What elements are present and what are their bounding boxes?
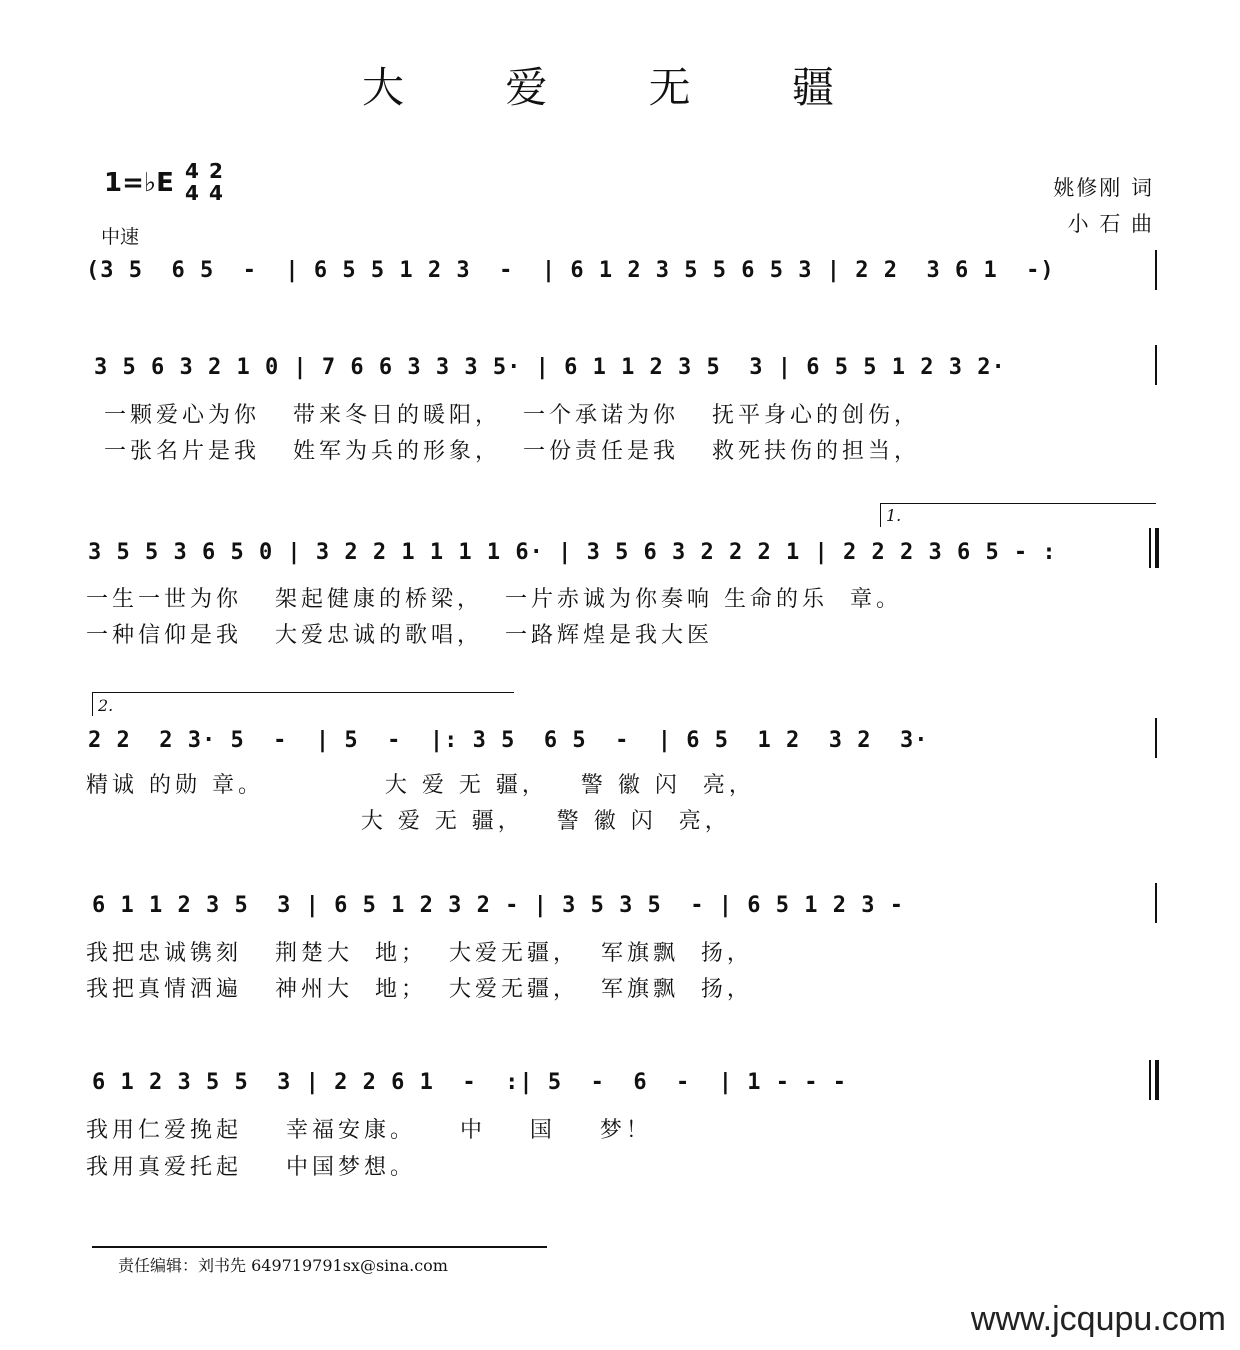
barline [1155, 345, 1157, 385]
footer-divider [92, 1246, 547, 1248]
key-signature: 1=♭E [104, 168, 174, 198]
notation-row-1: (3 5 6 5 - | 6 5 5 1 2 3 - | 6 1 2 3 5 5 6 5 3 | 2 2 3 6 1 -) [86, 258, 1055, 283]
volta-bracket-2-edge [92, 692, 93, 716]
lyrics-row-5-verse-1: 我把忠诚镌刻 荆楚大 地； 大爱无疆， 军旗飘 扬， [86, 941, 753, 966]
lyrics-row-2-verse-1: 一颗爱心为你 带来冬日的暖阳， 一个承诺为你 抚平身心的创伤， [104, 403, 920, 428]
volta-2-label: 2. [98, 696, 114, 715]
lyrics-row-2-verse-2: 一张名片是我 姓军为兵的形象， 一份责任是我 救死扶伤的担当， [104, 439, 920, 464]
barline [1155, 250, 1157, 290]
lyrics-row-6-verse-1: 我用仁爱挽起 幸福安康。 中 国 梦！ [86, 1118, 652, 1143]
barline [1155, 883, 1157, 923]
tempo-marking: 中速 [101, 226, 140, 248]
website-watermark[interactable]: www.jcqupu.com [970, 1300, 1226, 1338]
time-signature-1: 4 4 [185, 159, 199, 205]
volta-bracket-1 [880, 503, 1156, 504]
notation-row-3: 3 5 5 3 6 5 0 | 3 2 2 1 1 1 1 6· | 3 5 6 3 2 2 2 1 | 2 2 2 3 6 5 - : [88, 540, 1057, 565]
notation-row-2: 3 5 6 3 2 1 0 | 7 6 6 3 3 3 5· | 6 1 1 2 3 5 3 | 6 5 5 1 2 3 2· [94, 355, 1006, 380]
lyricist-credit: 姚修刚 词 [1053, 176, 1154, 200]
repeat-end-barline [1149, 528, 1151, 568]
barline [1155, 718, 1157, 758]
lyrics-row-3-verse-2: 一种信仰是我 大爱忠诚的歌唱， 一路辉煌是我大医 [86, 623, 713, 648]
page-title: 大 爱 无 疆 [361, 63, 879, 112]
notation-row-5: 6 1 1 2 3 5 3 | 6 5 1 2 3 2 - | 3 5 3 5 - | 6 5 1 2 3 - [92, 893, 904, 918]
repeat-end-barline-thick [1155, 528, 1159, 568]
composer-credit: 小 石 曲 [1067, 212, 1154, 236]
lyrics-row-5-verse-2: 我把真情洒遍 神州大 地； 大爱无疆， 军旗飘 扬， [86, 977, 753, 1002]
volta-1-label: 1. [886, 506, 902, 525]
lyrics-row-4-verse-1: 精诚 的勋 章。 大 爱 无 疆， 警 徽 闪 亮， [86, 773, 755, 798]
notation-row-4: 2 2 2 3· 5 - | 5 - |: 3 5 6 5 - | 6 5 1 2 3 2 3· [88, 728, 929, 753]
final-barline [1149, 1060, 1151, 1100]
lyrics-row-6-verse-2: 我用真爱托起 中国梦想。 [86, 1155, 416, 1180]
lyrics-row-3-verse-1: 一生一世为你 架起健康的桥梁， 一片赤诚为你奏响 生命的乐 章。 [86, 587, 902, 612]
lyrics-row-4-verse-2: 大 爱 无 疆， 警 徽 闪 亮， [86, 809, 731, 834]
volta-bracket-1-edge [880, 503, 881, 527]
final-barline-thick [1155, 1060, 1159, 1100]
editor-credit: 责任编辑：刘书先 649719791sx@sina.com [118, 1256, 448, 1275]
notation-row-6: 6 1 2 3 5 5 3 | 2 2 6 1 - :| 5 - 6 - | 1 - - - [92, 1070, 847, 1095]
time-signature-2: 2 4 [209, 159, 223, 205]
volta-bracket-2 [92, 692, 514, 693]
